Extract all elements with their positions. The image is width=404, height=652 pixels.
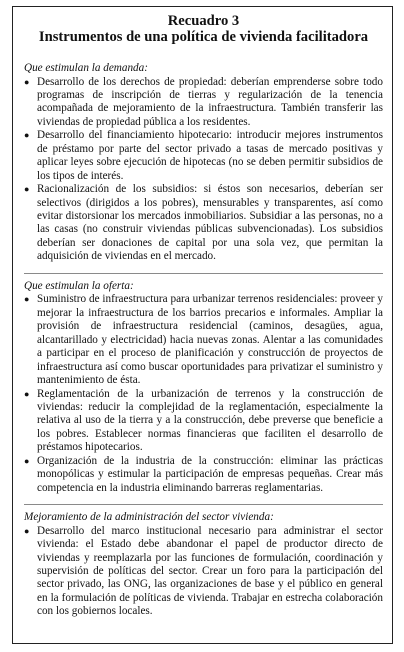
list-item [24,183,383,264]
list-item [24,525,383,619]
section-demand [24,62,383,264]
recuadro-box [12,6,393,644]
list-item-text: Suministro de infraestructura para urbanizar terrenos residenciales: proveer y mejorar la infraestructura de los barrios precarios e informales. Ampliar la provisión de infraestructura residencial (caminos, desagües, agua, alcantarillado y electricidad) hacia nuevas zonas. Alentar a las comunidades a participar en el proceso de planificación y construcción de proyectos de infraestructura así como buscar oportunidades para privatizar el suministro y mantenimiento de ésta. [37,293,383,387]
section-heading: Que estimulan la oferta: [24,279,134,292]
bullet-icon: ● [24,525,30,536]
bullet-list [24,293,383,495]
section-supply [24,280,383,495]
bullet-list [24,76,383,264]
box-title: Instrumentos de una política de vivienda facilitadora [38,29,369,45]
bullet-list [24,525,383,619]
list-item-text: Desarrollo del financiamiento hipotecario: introducir mejores instrumentos de préstamo por parte del sector privado a tasas de mercado positivas y aplicar leyes sobre ejecución de hipotecas (no se deben permitir subsidios de los tipos de interés. [37,129,383,182]
list-item-text: Reglamentación de la urbanización de terrenos y la construcción de viviendas: reducir la complejidad de la reglamentación, especialmente la relativa al uso de la tierra y a la construcción, debe preverse que beneficie a los pobres. Establecer normas financieras que faciliten el desarrollo de préstamos hipotecarios. [37,387,383,454]
section-heading: Mejoramiento de la administración del sector vivienda: [24,511,274,524]
section-heading: Que estimulan la demanda: [24,62,148,74]
list-item-text: Racionalización de los subsidios: si éstos son necesarios, deberían ser selectivos (dirigidos a los pobres), mensurables y transparentes, así como evitar distorsionar los mercados inmobiliarios. Subsidiar a las personas, no a las casas (no construir viviendas públicas subvencionadas). Los subsidios deberían ser donaciones de capital por una sola vez, que permitan la adquisición de viviendas en el mercado. [37,183,383,263]
bullet-icon: ● [24,76,30,87]
list-item-text: Organización de la industria de la construcción: eliminar las prácticas monopólicas y estimular la participación de empresas pequeñas. Crear más competencia en la industria eliminando barreras reglamentarias. [37,454,383,494]
list-item [24,129,383,183]
list-item [24,455,383,495]
list-item-text: Desarrollo de los derechos de propiedad: deberían emprenderse sobre todo programas de inscripción de tierras y regularización de la tenencia acompañada de mejoramiento de la infraestructura. También transferir las viviendas de propiedad pública a los residentes. [37,75,383,128]
bullet-icon: ● [24,184,30,195]
section-divider [24,504,383,505]
bullet-icon: ● [24,388,30,399]
list-item [24,293,383,387]
list-item [24,76,383,130]
list-item-text: Desarrollo del marco institucional necesario para administrar el sector vivienda: el Estado debe abandonar el papel de productor directo de viviendas y reemplazarla por las funciones de formulación, coordinación y supervisión de políticas del sector. Crear un foro para la participación del sector privado, las ONG, las organizaciones de base y el público en general en la formulación de políticas de vivienda. Trabajar en estrecha colaboración con los gobiernos locales. [37,524,383,618]
section-divider [24,273,383,274]
bullet-icon: ● [24,455,30,466]
list-item [24,388,383,455]
bullet-icon: ● [24,130,30,141]
box-label: Recuadro 3 [167,13,240,29]
bullet-icon: ● [24,294,30,305]
section-administration [24,511,383,619]
